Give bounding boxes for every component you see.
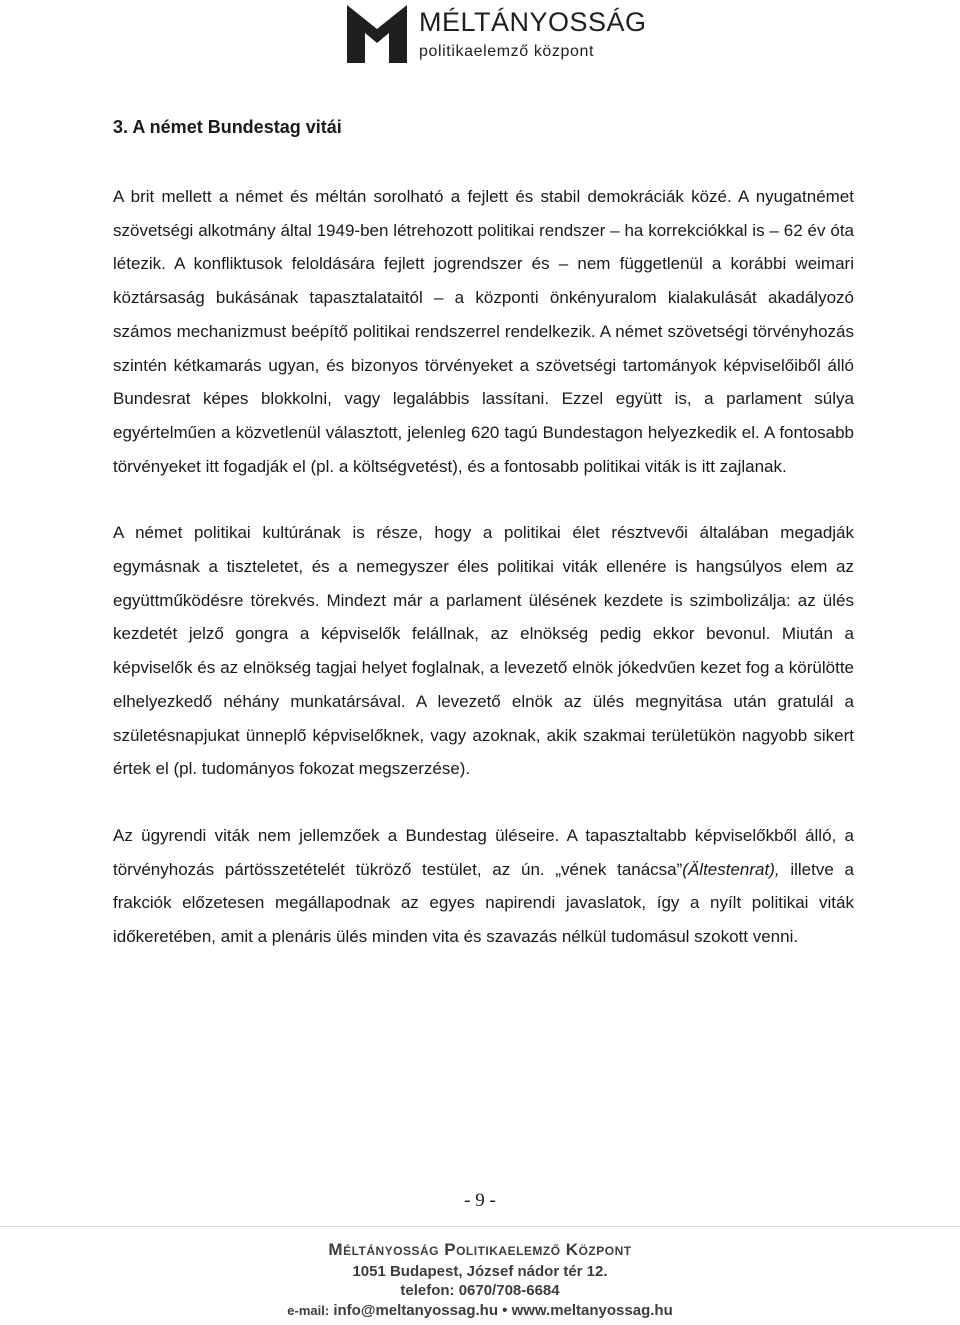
paragraph-2: A német politikai kultúrának is része, hogy a politikai élet résztvevői általában megadják egymásnak a tiszteletet, és a nemegyszer éles politikai viták ellenére is hangsúlyos elem az együttműködésre törekvés. Mindezt már a parlament ülésének kezdete is szimbolizálja: az ülés kezdetét jelző gongra a képviselők felállnak, az elnökség pedig ekkor bevonul. Miután a képviselők és az elnökség tagjai helyet foglalnak, a levezető elnök jókedvűen kezet fog a körülötte elhelyezkedő néhány munkatársával. A levezető elnök az ülés megnyitása után gratulál a születésnapjukat ünneplő képviselőknek, vagy azoknak, akik szakmai területükön nagyobb sikert értek el (pl. tudományos fokozat megszerzése). <box>113 523 854 779</box>
spacer <box>113 786 854 819</box>
paragraph-1: A brit mellett a német és méltán sorolható a fejlett és stabil demokráciák közé. A nyugatnémet szövetségi alkotmány által 1949-ben létrehozott politikai rendszer – ha korrekciókkal is – 62 év óta létezik. A konfliktusok feloldására fejlett jogrendszer és – nem függetlenül a korábbi weimari köztársaság bukásának tapasztalataitól – a központi önkényuralom kialakulását akadályozó számos mechanizmust beépítő politikai rendszerrel rendelkezik. A német szövetségi törvényhozás szintén kétkamarás ugyan, és bizonyos törvényeket a szövetségi tartományok képviselőiből álló Bundesrat képes blokkolni, vagy legalábbis lassítani. Ezzel együtt is, a parlament súlya egyértelműen a közvetlenül választott, jelenleg 620 tagú Bundestagon helyezkedik el. A fontosabb törvényeket itt fogadják el (pl. a költségvetést), és a fontosabb politikai viták is itt zajlanak. <box>113 187 854 476</box>
document-body <box>113 110 854 954</box>
spacer <box>113 483 854 516</box>
spacer <box>113 144 854 180</box>
footer-address: 1051 Budapest, József nádor tér 12. <box>352 1263 608 1280</box>
paragraph-3 <box>113 819 854 954</box>
footer <box>0 1238 960 1322</box>
paragraph-3-text-a: Az ügyrendi viták nem jellemzőek a Bundestag üléseire. A tapasztaltabb képviselőkből álló, a törvényhozás pártösszetételét tükröző testület, az ún. „vének tanácsa” <box>113 825 854 879</box>
logo-title: MÉLTÁNYOSSÁG <box>419 7 647 37</box>
paragraph-3-text-b: illetve a frakciók előzetesen megállapodnak az egyes napirendi javaslatok, így a nyílt politikai viták időkeretében, amit a plenáris ülés minden vita és szavazás nélkül tudomásul szokott venni. <box>113 859 854 947</box>
footer-email-label: e-mail: <box>287 1303 330 1318</box>
paragraph-3-italic-term: (Ältestenrat), <box>682 859 780 879</box>
page-number: - 9 - <box>464 1190 496 1211</box>
footer-org-name: Méltányosság Politikaelemző Központ <box>328 1240 632 1259</box>
m-logo-icon <box>347 5 407 63</box>
section-heading: 3. A német Bundestag vitái <box>113 117 342 137</box>
footer-phone: telefon: 0670/708-6684 <box>400 1282 560 1299</box>
footer-email-web[interactable]: info@meltanyossag.hu • www.meltanyossag.hu <box>333 1302 673 1319</box>
logo-subtitle: politikaelemző központ <box>419 43 595 60</box>
footer-contact <box>0 1300 960 1322</box>
footer-divider <box>0 1226 960 1227</box>
header-logo <box>347 5 647 65</box>
